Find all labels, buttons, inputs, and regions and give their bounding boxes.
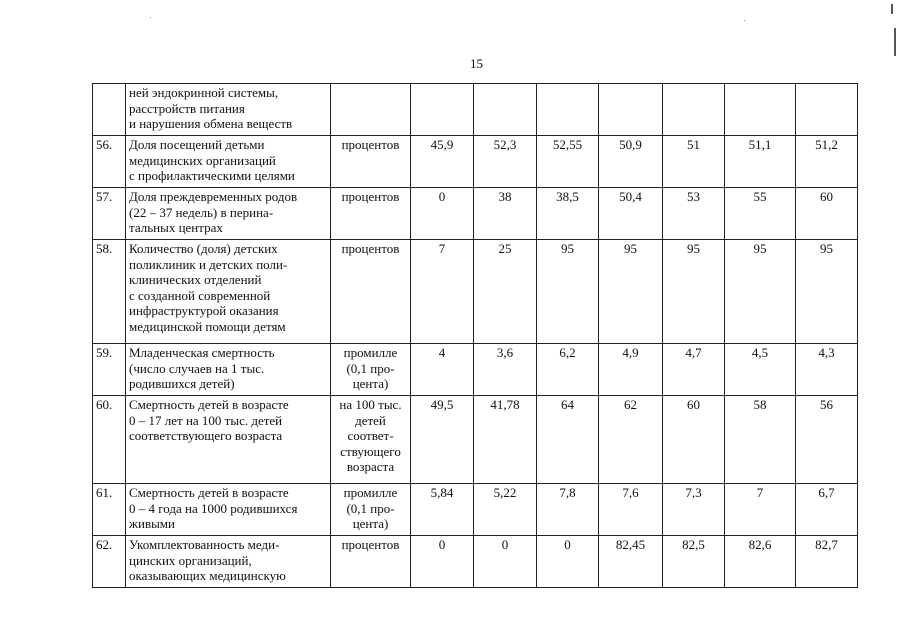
- row-number: [93, 84, 126, 136]
- value-cell: 51,2: [796, 136, 858, 188]
- value-cell: 4,7: [663, 344, 725, 396]
- value-cell: 58: [725, 396, 796, 484]
- value-cell: 45,9: [411, 136, 474, 188]
- indicator-name-line: с созданной современной: [129, 287, 271, 303]
- value-cell: 56: [796, 396, 858, 484]
- indicator-name-line: клинических отделений: [129, 272, 262, 287]
- indicator-name-line: (22 – 37 недель) в перина-: [129, 204, 274, 220]
- row-number: 58.: [93, 240, 126, 344]
- indicator-name: [126, 136, 331, 188]
- indicator-name-line: Смертность детей в возрасте: [129, 397, 289, 412]
- row-number: 56.: [93, 136, 126, 188]
- indicator-name-line: расстройств питания: [129, 100, 245, 116]
- unit-line: процентов: [341, 137, 400, 152]
- indicator-name-line: Младенческая смертность: [129, 345, 275, 360]
- table-row: [93, 240, 858, 344]
- value-cell: 4,9: [599, 344, 663, 396]
- unit-line: (0,1 про-: [346, 360, 395, 376]
- row-number: 62.: [93, 536, 126, 588]
- value-cell: 5,22: [474, 484, 537, 536]
- indicator-name: [126, 188, 331, 240]
- unit-line: процентов: [341, 537, 400, 552]
- indicator-name-line: Доля посещений детьми: [129, 137, 265, 152]
- unit-line: детей: [355, 412, 386, 428]
- value-cell: [796, 84, 858, 136]
- scan-speck: [744, 20, 745, 21]
- indicator-name-line: ней эндокринной системы,: [129, 85, 279, 100]
- value-cell: 0: [411, 188, 474, 240]
- value-cell: 95: [599, 240, 663, 344]
- value-cell: 82,7: [796, 536, 858, 588]
- unit-line: цента): [352, 516, 389, 531]
- indicator-name: [126, 84, 331, 136]
- row-number: 59.: [93, 344, 126, 396]
- unit-line: процентов: [341, 241, 400, 256]
- value-cell: 51: [663, 136, 725, 188]
- value-cell: 4,5: [725, 344, 796, 396]
- unit-of-measure: [331, 136, 411, 188]
- indicator-name-line: 0 – 4 года на 1000 родившихся: [129, 500, 298, 516]
- value-cell: 0: [537, 536, 599, 588]
- value-cell: [411, 84, 474, 136]
- value-cell: 0: [411, 536, 474, 588]
- value-cell: 6,2: [537, 344, 599, 396]
- unit-line: на 100 тыс.: [339, 397, 402, 412]
- indicator-name-line: соответствующего возраста: [129, 428, 283, 443]
- unit-of-measure: [331, 188, 411, 240]
- value-cell: 95: [796, 240, 858, 344]
- value-cell: 7: [725, 484, 796, 536]
- value-cell: 50,9: [599, 136, 663, 188]
- value-cell: 95: [725, 240, 796, 344]
- value-cell: 95: [537, 240, 599, 344]
- scan-speck: [150, 17, 151, 18]
- value-cell: 5,84: [411, 484, 474, 536]
- indicator-name-line: с профилактическими целями: [129, 168, 295, 183]
- row-number: 60.: [93, 396, 126, 484]
- value-cell: 82,45: [599, 536, 663, 588]
- indicator-name-line: Смертность детей в возрасте: [129, 485, 289, 500]
- value-cell: 55: [725, 188, 796, 240]
- table-row: [93, 188, 858, 240]
- indicator-name: [126, 536, 331, 588]
- row-number: 57.: [93, 188, 126, 240]
- indicator-name-line: живыми: [129, 516, 175, 531]
- unit-line: ствующего: [340, 443, 401, 459]
- indicator-name-line: оказывающих медицинскую: [129, 568, 286, 583]
- indicator-name-line: поликлиник и детских поли-: [129, 256, 288, 272]
- value-cell: 6,7: [796, 484, 858, 536]
- unit-line: промилле: [343, 485, 398, 500]
- table-row: [93, 84, 858, 136]
- value-cell: [663, 84, 725, 136]
- value-cell: 0: [474, 536, 537, 588]
- table-row: [93, 536, 858, 588]
- value-cell: [474, 84, 537, 136]
- indicator-name-line: Количество (доля) детских: [129, 241, 278, 256]
- row-number: 61.: [93, 484, 126, 536]
- indicator-name-line: цинских организаций,: [129, 552, 252, 568]
- value-cell: 53: [663, 188, 725, 240]
- indicator-name-line: 0 – 17 лет на 100 тыс. детей: [129, 412, 283, 428]
- indicator-name-line: и нарушения обмена веществ: [129, 116, 293, 131]
- indicator-name: [126, 484, 331, 536]
- table-row: [93, 396, 858, 484]
- table-row: [93, 344, 858, 396]
- value-cell: 7,6: [599, 484, 663, 536]
- value-cell: [599, 84, 663, 136]
- unit-of-measure: [331, 344, 411, 396]
- value-cell: 7,8: [537, 484, 599, 536]
- value-cell: 4: [411, 344, 474, 396]
- unit-of-measure: [331, 396, 411, 484]
- value-cell: 38,5: [537, 188, 599, 240]
- value-cell: 60: [663, 396, 725, 484]
- unit-line: промилле: [343, 345, 398, 360]
- indicator-name: [126, 240, 331, 344]
- value-cell: 7,3: [663, 484, 725, 536]
- value-cell: 49,5: [411, 396, 474, 484]
- scan-edge-mark: [891, 4, 893, 14]
- value-cell: 25: [474, 240, 537, 344]
- indicator-name-line: Доля преждевременных родов: [129, 189, 298, 204]
- table-row: [93, 136, 858, 188]
- indicator-name-line: Укомплектованность меди-: [129, 537, 280, 552]
- value-cell: 64: [537, 396, 599, 484]
- indicator-name-line: (число случаев на 1 тыс.: [129, 360, 265, 376]
- unit-of-measure: [331, 536, 411, 588]
- unit-line: цента): [352, 376, 389, 391]
- indicator-name-line: родившихся детей): [129, 376, 235, 391]
- value-cell: 52,55: [537, 136, 599, 188]
- value-cell: 41,78: [474, 396, 537, 484]
- unit-line: возраста: [346, 459, 395, 474]
- value-cell: 52,3: [474, 136, 537, 188]
- unit-of-measure: [331, 240, 411, 344]
- value-cell: 62: [599, 396, 663, 484]
- value-cell: 3,6: [474, 344, 537, 396]
- scan-edge-mark: [894, 28, 896, 56]
- value-cell: 95: [663, 240, 725, 344]
- value-cell: 38: [474, 188, 537, 240]
- value-cell: 50,4: [599, 188, 663, 240]
- indicator-name-line: тальных центрах: [129, 220, 223, 235]
- table-row: [93, 484, 858, 536]
- indicator-name: [126, 396, 331, 484]
- value-cell: 60: [796, 188, 858, 240]
- indicator-name-line: медицинской помощи детям: [129, 318, 286, 334]
- unit-line: процентов: [341, 189, 400, 204]
- value-cell: [725, 84, 796, 136]
- value-cell: 7: [411, 240, 474, 344]
- value-cell: 51,1: [725, 136, 796, 188]
- unit-line: (0,1 про-: [346, 500, 395, 516]
- indicators-table: [92, 83, 858, 588]
- unit-of-measure: [331, 484, 411, 536]
- unit-line: соответ-: [347, 428, 394, 443]
- value-cell: [537, 84, 599, 136]
- value-cell: 4,3: [796, 344, 858, 396]
- page-number: 15: [470, 56, 483, 71]
- value-cell: 82,5: [663, 536, 725, 588]
- indicator-name: [126, 344, 331, 396]
- indicator-name-line: медицинских организаций: [129, 152, 276, 168]
- unit-of-measure: [331, 84, 411, 136]
- indicator-name-line: инфраструктурой оказания: [129, 303, 279, 318]
- value-cell: 82,6: [725, 536, 796, 588]
